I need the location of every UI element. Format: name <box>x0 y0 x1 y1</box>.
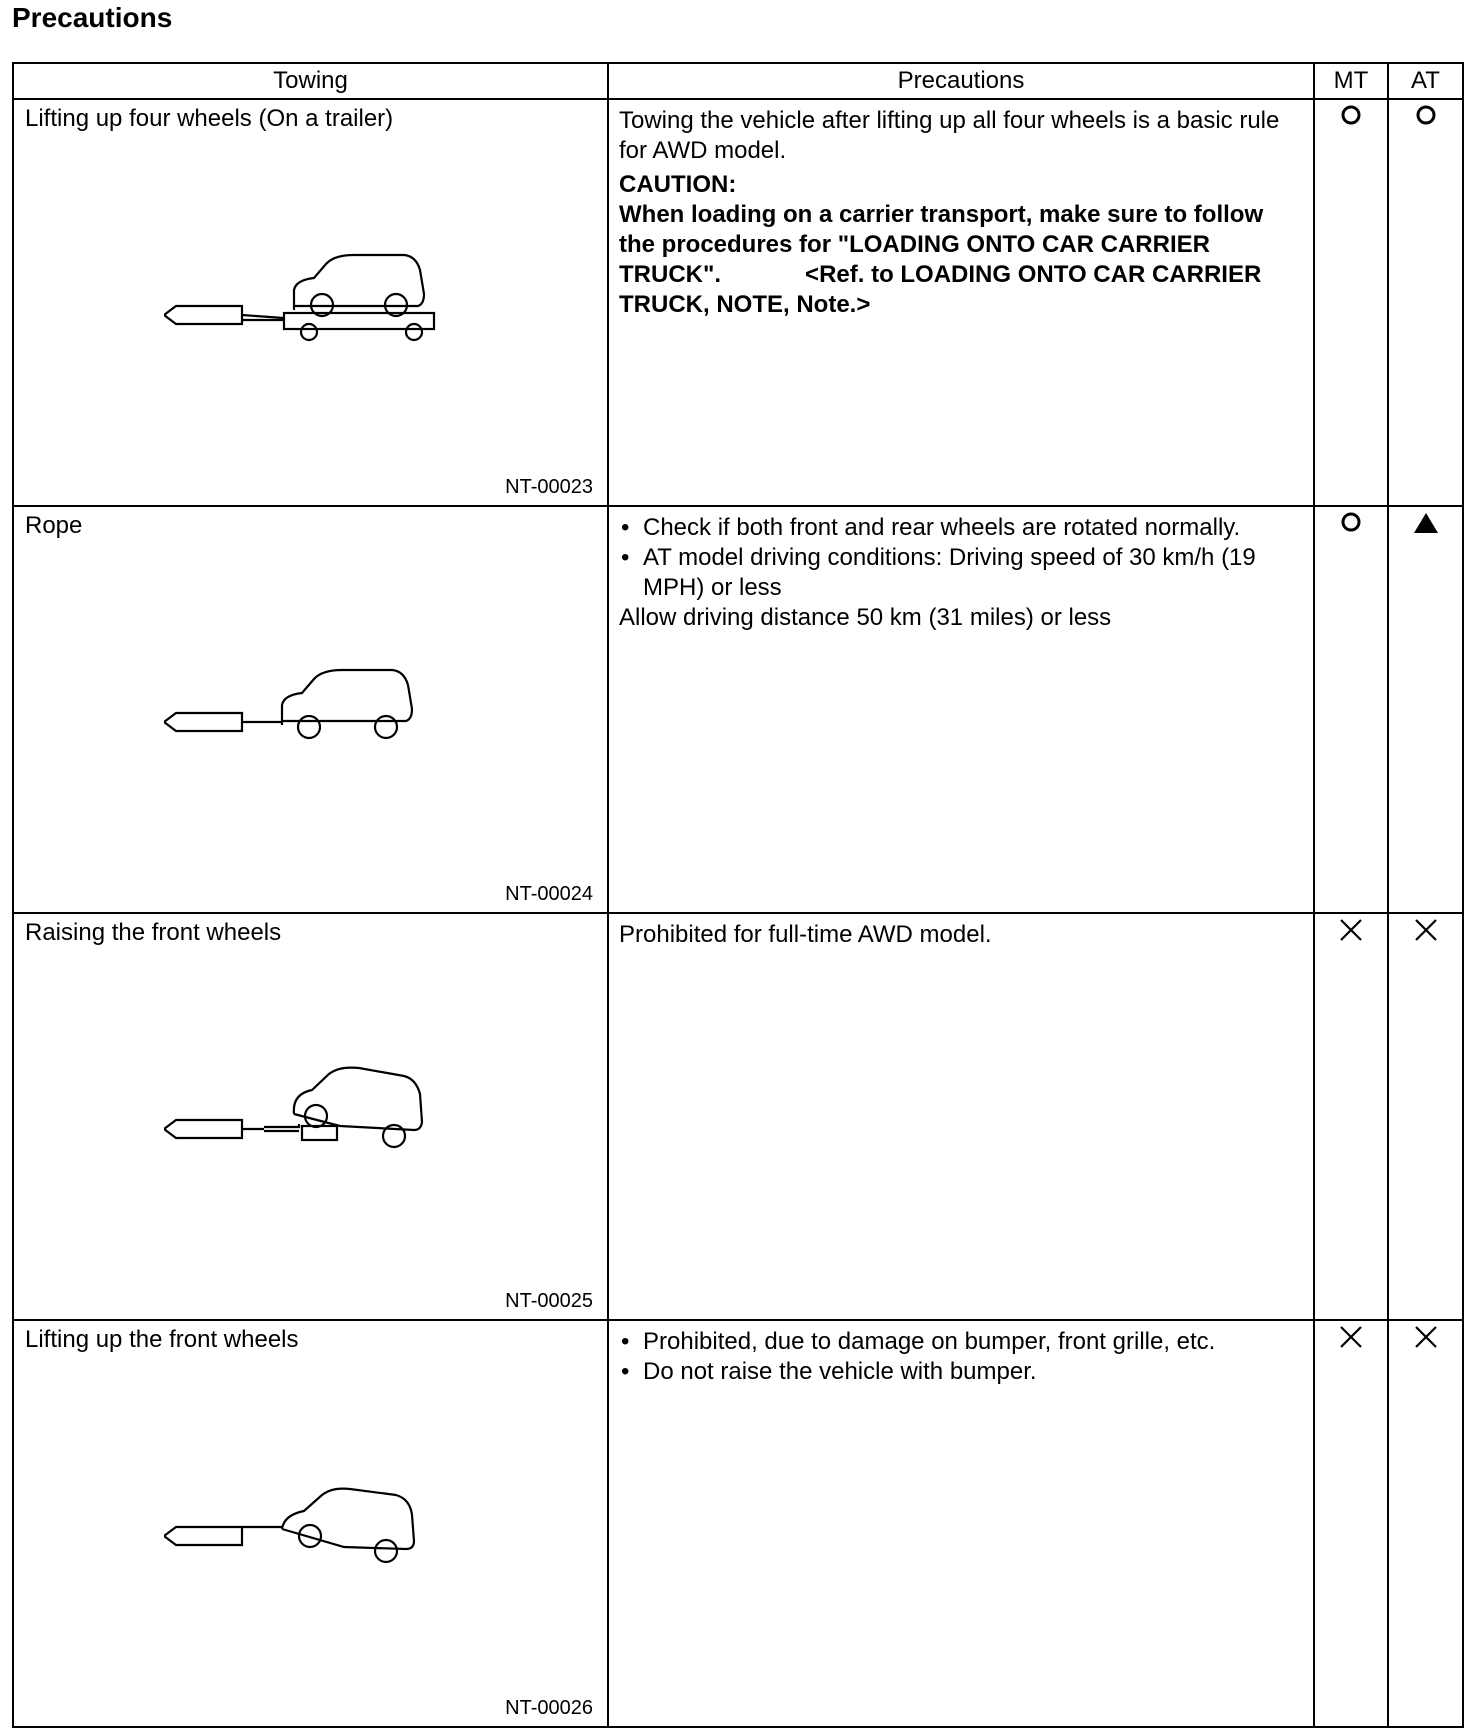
rope-towing-diagram-icon <box>164 657 484 787</box>
precaution-cell <box>608 506 1314 913</box>
header-mt: MT <box>1314 63 1388 99</box>
table-row <box>13 506 1463 913</box>
front-lifted-towing-diagram-icon <box>164 1471 484 1601</box>
header-at: AT <box>1388 63 1463 99</box>
circle-icon <box>1389 104 1462 126</box>
list-item: • AT model driving conditions: Driving speed of 30 km/h (19 MPH) or less <box>619 543 1301 603</box>
precaution-list <box>619 1327 1301 1387</box>
cross-icon <box>1389 918 1462 942</box>
caution-body: When loading on a carrier transport, make sure to follow the procedures for "LOADING ONTO CAR CARRIER TRUCK". <box>619 201 1264 288</box>
precaution-list <box>619 513 1301 603</box>
circle-icon <box>1315 511 1387 533</box>
table-row <box>13 99 1463 506</box>
precaution-cell <box>608 1320 1314 1727</box>
towing-method-label: Rope <box>25 512 83 539</box>
triangle-icon <box>1389 511 1462 535</box>
towing-cell <box>13 1320 608 1727</box>
caution-text <box>619 200 1301 320</box>
precaution-cell <box>608 99 1314 506</box>
towing-cell <box>13 506 608 913</box>
figure-code: NT-00024 <box>505 883 593 905</box>
front-raised-towing-diagram-icon <box>164 1064 484 1194</box>
cross-icon <box>1315 1325 1387 1349</box>
circle-icon <box>1315 104 1387 126</box>
at-mark-cell <box>1388 1320 1463 1727</box>
mt-mark-cell <box>1314 99 1388 506</box>
precaution-cell <box>608 913 1314 1320</box>
towing-method-label: Lifting up four wheels (On a trailer) <box>25 105 394 132</box>
mt-mark-cell <box>1314 506 1388 913</box>
towing-cell <box>13 913 608 1320</box>
towing-method-label: Raising the front wheels <box>25 919 282 946</box>
caution-heading: CAUTION: <box>619 171 737 198</box>
list-item: • Check if both front and rear wheels are rotated normally. <box>619 513 1301 543</box>
cross-icon <box>1315 918 1387 942</box>
at-mark-cell <box>1388 506 1463 913</box>
mt-mark-cell <box>1314 913 1388 1320</box>
at-mark-cell <box>1388 99 1463 506</box>
header-towing: Towing <box>13 63 608 99</box>
towing-method-label: Lifting up the front wheels <box>25 1326 299 1353</box>
at-mark-cell <box>1388 913 1463 1320</box>
table-row <box>13 1320 1463 1727</box>
figure-code: NT-00025 <box>505 1290 593 1312</box>
figure-code: NT-00026 <box>505 1697 593 1719</box>
page-title: Precautions <box>12 2 173 33</box>
figure-code: NT-00023 <box>505 476 593 498</box>
table-row <box>13 913 1463 1320</box>
mt-mark-cell <box>1314 1320 1388 1727</box>
precaution-text: Prohibited for full-time AWD model. <box>619 921 992 948</box>
header-precautions: Precautions <box>608 63 1314 99</box>
precaution-text: Towing the vehicle after lifting up all four wheels is a basic rule for AWD model. <box>619 107 1280 164</box>
list-item: • Prohibited, due to damage on bumper, front grille, etc. <box>619 1327 1301 1357</box>
cross-icon <box>1389 1325 1462 1349</box>
table-header-row <box>13 63 1463 99</box>
reference-link[interactable]: <Ref. to LOADING ONTO CAR CARRIER TRUCK, NOTE, Note.> <box>619 261 1262 318</box>
list-item: • Do not raise the vehicle with bumper. <box>619 1357 1301 1387</box>
precaution-text: Allow driving distance 50 km (31 miles) or less <box>619 604 1112 631</box>
towing-precautions-table <box>12 62 1464 1728</box>
towing-cell <box>13 99 608 506</box>
trailer-towing-diagram-icon <box>164 250 484 380</box>
